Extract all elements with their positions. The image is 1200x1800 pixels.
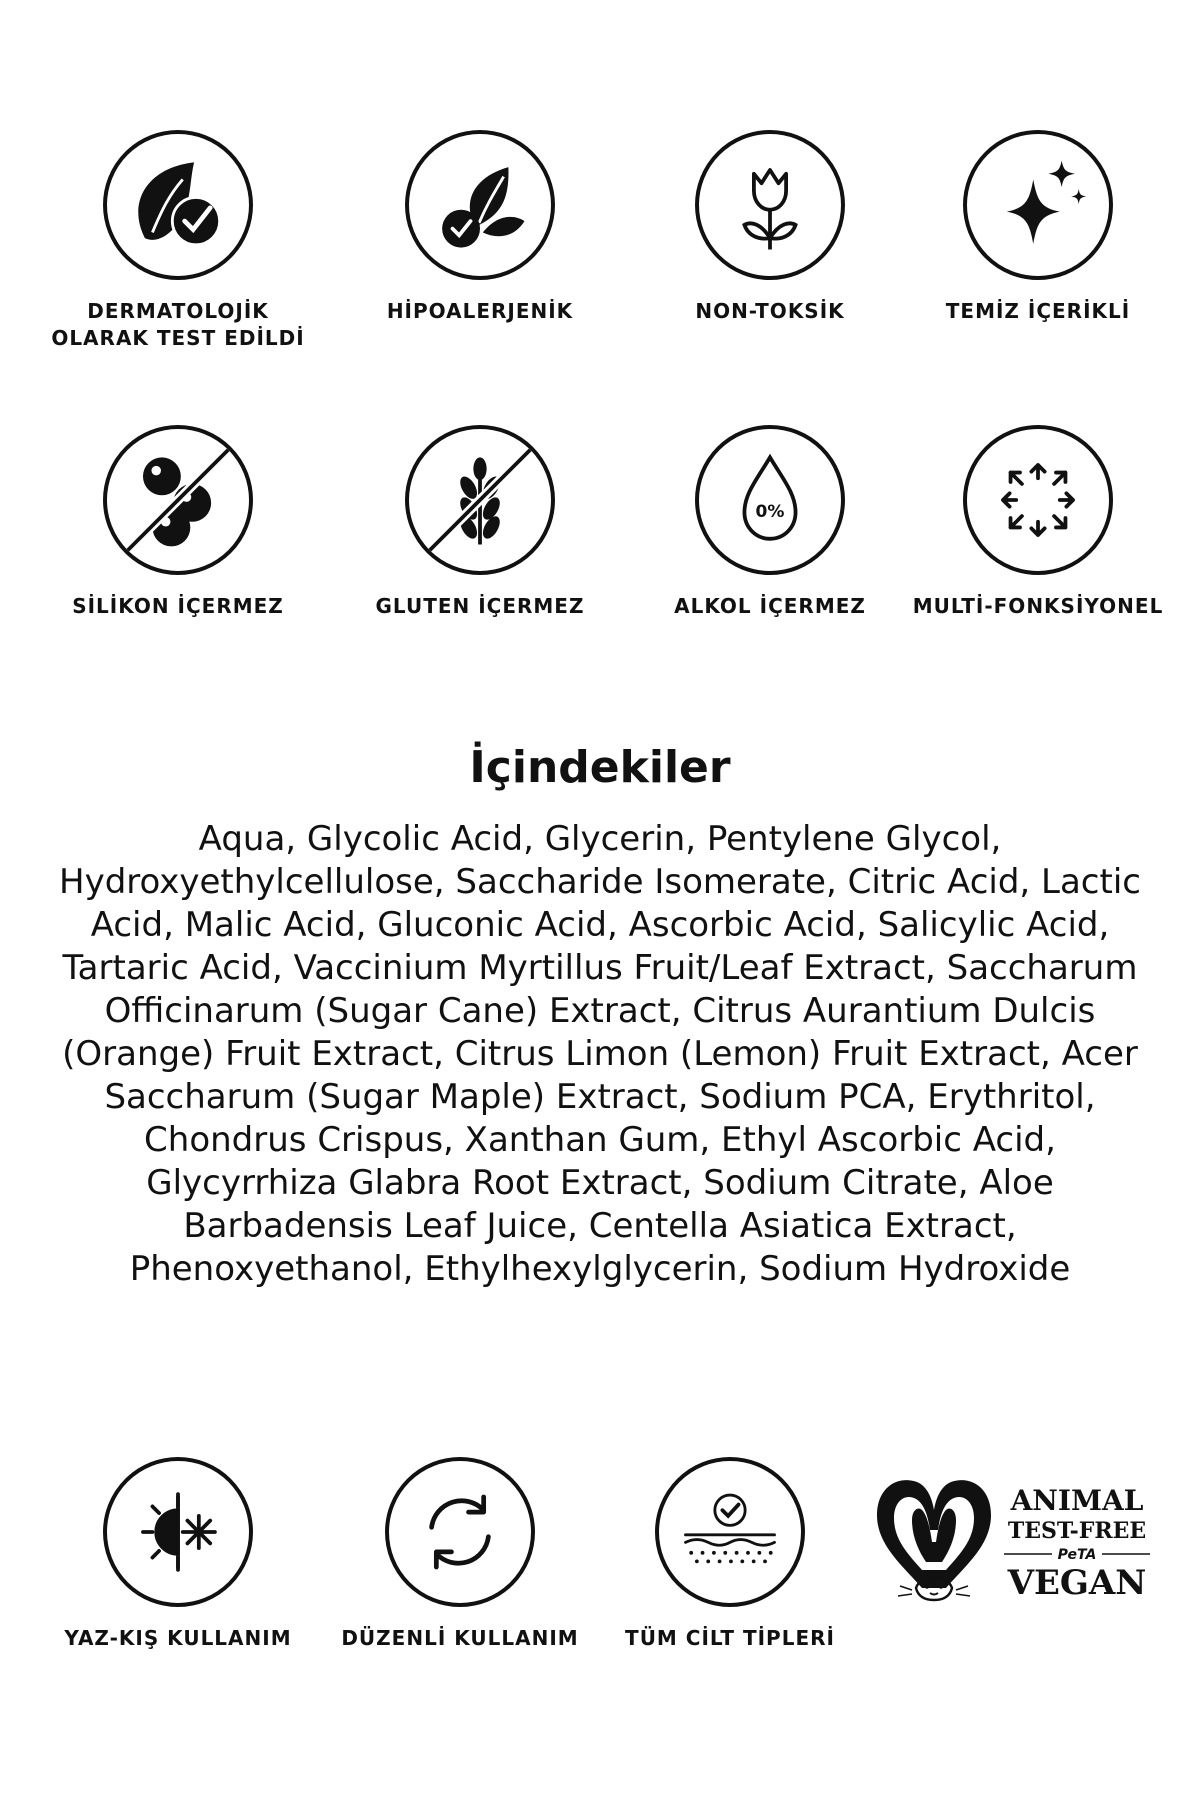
tulip-icon <box>695 130 845 280</box>
badge-clean-ingredients <box>908 130 1168 325</box>
badge-label: DERMATOLOJİK OLARAK TEST EDİLDİ <box>51 299 305 350</box>
ingredients-title: İçindekiler <box>469 742 731 793</box>
badge-label: DÜZENLİ KULLANIM <box>341 1626 579 1650</box>
ingredients-list: Aqua, Glycolic Acid, Glycerin, Pentylene Glycol, Hydroxyethylcellulose, Saccharide Isomerate, Citric Acid, Lactic Acid, Malic Acid, Gluconic Acid, Ascorbic Acid, Salicylic Acid, Tartaric Acid, Vaccinium Myrtillus Fruit/Leaf Extract, Saccharum Officinarum (Sugar Cane) Extract, Citrus Aurantium Dulcis (Orange) Fruit Extract, Citrus Limon (Lemon) Fruit Extract, Acer Saccharum (Sugar Maple) Extract, Sodium PCA, Erythritol, Chondrus Crispus, Xanthan Gum, Ethyl Ascorbic Acid, Glycyrrhiza Glabra Root Extract, Sodium Citrate, Aloe Barbadensis Leaf Juice, Centella Asiatica Extract, Phenoxyethanol, Ethylhexylglycerin, Sodium Hydroxide <box>59 819 1141 1289</box>
badge-label: TEMİZ İÇERİKLİ <box>945 299 1131 323</box>
badge-label: HİPOALERJENİK <box>386 299 574 323</box>
peta-brand: PeTA <box>1057 1547 1097 1563</box>
badge-gluten-free <box>350 425 610 620</box>
sun-snowflake-icon <box>103 1457 253 1607</box>
peta-line2: TEST-FREE <box>1007 1518 1147 1544</box>
badge-label: YAZ-KIŞ KULLANIM <box>64 1626 292 1650</box>
sparkles-icon <box>963 130 1113 280</box>
badge-summer-winter-use <box>48 1457 308 1652</box>
peta-line1: ANIMAL <box>1010 1484 1144 1517</box>
badge-label: ALKOL İÇERMEZ <box>674 594 866 618</box>
svg-text:0%: 0% <box>755 502 785 523</box>
badge-hypoallergenic <box>350 130 610 325</box>
badge-label: TÜM CİLT TİPLERİ <box>625 1626 835 1650</box>
badge-all-skin-types <box>600 1457 860 1652</box>
badge-label: MULTİ-FONKSİYONEL <box>912 594 1164 618</box>
badge-silicone-free <box>48 425 308 620</box>
badge-label: NON-TOKSİK <box>695 299 845 323</box>
peta-vegan-logo <box>872 1470 1152 1610</box>
badge-label: GLUTEN İÇERMEZ <box>375 594 585 618</box>
zero-alcohol-drop-icon <box>695 425 845 575</box>
badge-regular-use <box>330 1457 590 1652</box>
badge-multi-functional <box>908 425 1168 620</box>
badge-label: SİLİKON İÇERMEZ <box>72 594 284 618</box>
cycle-arrows-icon <box>385 1457 535 1607</box>
badge-non-toxic <box>640 130 900 325</box>
no-silicone-icon <box>103 425 253 575</box>
badge-dermatologically-tested <box>48 130 308 352</box>
peta-line3: VEGAN <box>1007 1563 1147 1603</box>
multi-arrows-icon <box>963 425 1113 575</box>
leaves-check-icon <box>405 130 555 280</box>
skin-layers-check-icon <box>655 1457 805 1607</box>
no-gluten-icon <box>405 425 555 575</box>
leaf-check-icon <box>103 130 253 280</box>
badge-alcohol-free <box>640 425 900 620</box>
bunny-heart-icon <box>877 1480 991 1600</box>
